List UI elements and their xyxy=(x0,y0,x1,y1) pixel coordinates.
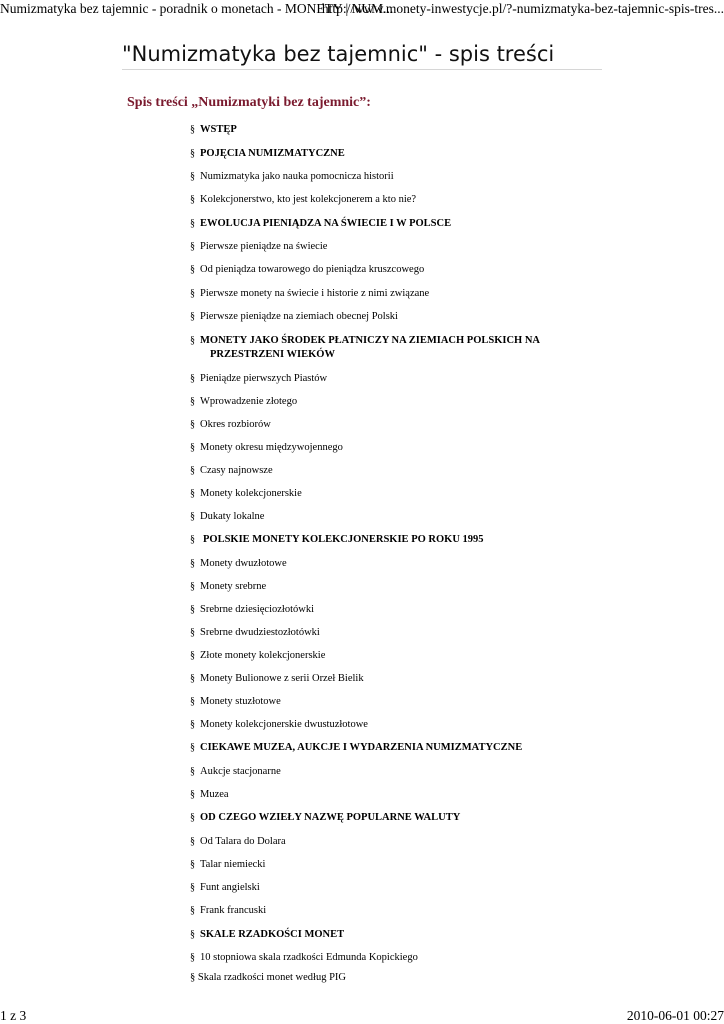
toc-item-label xyxy=(190,263,590,277)
toc-item-label-line: OD CZEGO WZIEŁY NAZWĘ POPULARNE WALUTY xyxy=(200,812,461,823)
section-bullet-icon: § xyxy=(190,311,195,322)
toc-item-label xyxy=(190,626,590,640)
toc-item[interactable] xyxy=(190,811,590,825)
section-bullet-icon: § xyxy=(190,696,195,707)
toc-item[interactable] xyxy=(190,310,590,324)
toc-item-label xyxy=(190,441,590,455)
toc-item-label-line: Srebrne dziesięciozłotówki xyxy=(200,604,315,615)
print-header-url: http://www.monety-inwestycje.pl/?-numizmatyka-bez-tajemnic-spis-tres... xyxy=(321,1,724,16)
toc-item-label-line: Złote monety kolekcjonerskie xyxy=(200,650,326,661)
section-bullet-icon: § xyxy=(190,558,195,569)
section-bullet-icon: § xyxy=(190,812,195,823)
toc-item-label-line: Pieniądze pierwszych Piastów xyxy=(200,373,328,384)
page-counter: 1 z 3 xyxy=(0,1008,27,1023)
toc-item[interactable] xyxy=(190,580,590,594)
toc-item-label-line: EWOLUCJA PIENIĄDZA NA ŚWIECIE I W POLSCE xyxy=(200,218,452,229)
toc-item-label xyxy=(190,395,590,409)
section-bullet-icon: § xyxy=(190,171,195,182)
toc-item-label-line: Talar niemiecki xyxy=(200,859,266,870)
toc-heading: Spis treści „Numizmatyki bez tajemnic”: xyxy=(127,95,371,110)
toc-item-label-line: Dukaty lokalne xyxy=(200,511,265,522)
toc-item[interactable] xyxy=(190,626,590,640)
toc-item-label-line: Monety dwuzłotowe xyxy=(200,558,287,569)
section-bullet-icon: § xyxy=(190,264,195,275)
toc-item-label-line: Od pieniądza towarowego do pieniądza kruszcowego xyxy=(200,264,425,275)
section-bullet-icon: § xyxy=(190,604,195,615)
toc-item-label-line: Monety Bulionowe z serii Orzeł Bielik xyxy=(200,673,364,684)
section-bullet-icon: § xyxy=(190,124,195,135)
toc-item-label-line: Monety stuzłotowe xyxy=(200,696,281,707)
print-timestamp: 2010-06-01 00:27 xyxy=(626,1008,724,1023)
toc-item-label-line: Od Talara do Dolara xyxy=(200,836,286,847)
toc-item-label xyxy=(190,858,590,872)
toc-item-label xyxy=(190,147,590,161)
section-bullet-icon: § xyxy=(190,673,195,684)
toc-item-label-line: CIEKAWE MUZEA, AUKCJE I WYDARZENIA NUMIZMATYCZNE xyxy=(200,742,523,753)
toc-item-label xyxy=(190,193,590,207)
title-divider xyxy=(122,69,602,70)
section-bullet-icon: § xyxy=(190,335,195,346)
toc-item-label xyxy=(190,170,590,184)
toc-item[interactable] xyxy=(190,951,590,965)
toc-item-label-line: Funt angielski xyxy=(200,882,260,893)
section-bullet-icon: § xyxy=(190,952,195,963)
toc-item-label xyxy=(190,672,590,686)
toc-item-clipped-label: § Skala rzadkości monet według PIG xyxy=(190,972,347,983)
toc-item-label-line: Monety kolekcjonerskie xyxy=(200,488,302,499)
toc-item[interactable] xyxy=(190,649,590,663)
toc-item-label xyxy=(190,487,590,501)
section-bullet-icon: § xyxy=(190,789,195,800)
toc-item-label-line: Monety srebrne xyxy=(200,581,267,592)
section-bullet-icon: § xyxy=(190,396,195,407)
toc-item-label-line: Okres rozbiorów xyxy=(200,419,271,430)
toc-item[interactable] xyxy=(190,765,590,779)
toc-item-label-line: 10 stopniowa skala rzadkości Edmunda Kopickiego xyxy=(200,952,418,963)
page-title: "Numizmatyka bez tajemnic" - spis treści xyxy=(122,42,555,66)
section-bullet-icon: § xyxy=(190,929,195,940)
toc-item-label-line: MONETY JAKO ŚRODEK PŁATNICZY NA ZIEMIACH POLSKICH NA xyxy=(200,335,541,346)
section-bullet-icon: § xyxy=(190,373,195,384)
toc-item[interactable] xyxy=(190,533,590,547)
toc-item[interactable] xyxy=(190,510,590,524)
print-header xyxy=(0,0,724,20)
toc-item-label xyxy=(190,741,590,755)
toc-item[interactable] xyxy=(190,904,590,918)
toc-item-label xyxy=(190,123,590,137)
toc-item[interactable] xyxy=(190,170,590,184)
print-header-title: Numizmatyka bez tajemnic - poradnik o monetach - MONETY | NUM... xyxy=(0,1,394,16)
toc-item-label xyxy=(190,928,590,942)
toc-item-label-line: Monety okresu międzywojennego xyxy=(200,442,343,453)
section-bullet-icon: § xyxy=(190,581,195,592)
toc-item-label-line: Kolekcjonerstwo, kto jest kolekcjonerem a kto nie? xyxy=(200,194,417,205)
toc-item-label xyxy=(190,334,590,362)
toc-item-label xyxy=(190,418,590,432)
section-bullet-icon: § xyxy=(190,148,195,159)
toc-item-label xyxy=(190,695,590,709)
toc-item-label-line: Pierwsze monety na świecie i historie z nimi związane xyxy=(200,288,430,299)
toc-item-label xyxy=(190,310,590,324)
toc-item-label xyxy=(190,240,590,254)
section-bullet-icon: § xyxy=(190,442,195,453)
toc-item-label xyxy=(190,217,590,231)
toc-item[interactable] xyxy=(190,928,590,942)
section-bullet-icon: § xyxy=(190,905,195,916)
section-bullet-icon: § xyxy=(190,882,195,893)
toc-item[interactable] xyxy=(190,372,590,386)
toc-item[interactable] xyxy=(190,858,590,872)
toc-item[interactable] xyxy=(190,217,590,231)
section-bullet-icon: § xyxy=(190,511,195,522)
section-bullet-icon: § xyxy=(190,419,195,430)
toc-item-label-line: Muzea xyxy=(200,789,229,800)
toc-item[interactable] xyxy=(190,441,590,455)
toc-item-label-line: POLSKIE MONETY KOLEKCJONERSKIE PO ROKU 1995 xyxy=(203,534,484,545)
section-bullet-icon: § xyxy=(190,719,195,730)
section-bullet-icon: § xyxy=(190,241,195,252)
toc-item[interactable] xyxy=(190,695,590,709)
toc-item[interactable] xyxy=(190,835,590,849)
toc-item-label-line: Czasy najnowsze xyxy=(200,465,273,476)
toc-item[interactable] xyxy=(190,287,590,301)
toc-item-label-line-2: PRZESTRZENI WIEKÓW xyxy=(210,349,335,360)
toc-item-label xyxy=(190,580,590,594)
toc-item-label xyxy=(190,718,590,732)
toc-item[interactable] xyxy=(190,147,590,161)
toc-item-label-line: Frank francuski xyxy=(200,905,267,916)
section-bullet-icon: § xyxy=(190,742,195,753)
toc-item-label xyxy=(190,533,590,547)
toc-item-label xyxy=(190,372,590,386)
toc-item[interactable] xyxy=(190,741,590,755)
toc-item-label-line: SKALE RZADKOŚCI MONET xyxy=(200,929,345,940)
section-bullet-icon: § xyxy=(190,534,195,545)
toc-item-label-line: Pierwsze pieniądze na ziemiach obecnej Polski xyxy=(200,311,398,322)
toc-item-label xyxy=(190,464,590,478)
section-bullet-icon: § xyxy=(190,218,195,229)
toc-item[interactable] xyxy=(190,123,590,137)
toc-item[interactable] xyxy=(190,487,590,501)
section-bullet-icon: § xyxy=(190,288,195,299)
toc-item[interactable] xyxy=(190,418,590,432)
toc-item-label xyxy=(190,904,590,918)
toc-item[interactable] xyxy=(190,263,590,277)
toc-item-label xyxy=(190,510,590,524)
toc-item[interactable] xyxy=(190,881,590,895)
toc-item[interactable] xyxy=(190,464,590,478)
toc-item-label xyxy=(190,649,590,663)
section-bullet-icon: § xyxy=(190,859,195,870)
section-bullet-icon: § xyxy=(190,836,195,847)
toc-item-label-line: Aukcje stacjonarne xyxy=(200,766,281,777)
section-bullet-icon: § xyxy=(190,488,195,499)
toc-item[interactable] xyxy=(190,334,590,362)
toc-item[interactable] xyxy=(190,788,590,802)
toc-item[interactable] xyxy=(190,395,590,409)
toc-item-label xyxy=(190,788,590,802)
toc-item[interactable] xyxy=(190,672,590,686)
section-bullet-icon: § xyxy=(190,194,195,205)
toc-item-label-line: Srebrne dwudziestozłotówki xyxy=(200,627,320,638)
section-bullet-icon: § xyxy=(190,627,195,638)
toc-item-label-line: POJĘCIA NUMIZMATYCZNE xyxy=(200,148,345,159)
toc-item-label-line: WSTĘP xyxy=(200,124,237,135)
toc-item-label-line: Monety kolekcjonerskie dwustuzłotowe xyxy=(200,719,368,730)
toc-item[interactable] xyxy=(190,557,590,571)
toc-item-label xyxy=(190,835,590,849)
toc-item[interactable] xyxy=(190,718,590,732)
print-footer xyxy=(0,1008,724,1024)
toc-item-label xyxy=(190,765,590,779)
toc-item[interactable] xyxy=(190,193,590,207)
toc-item-label xyxy=(190,811,590,825)
toc-item[interactable] xyxy=(190,240,590,254)
section-bullet-icon: § xyxy=(190,650,195,661)
section-bullet-icon: § xyxy=(190,465,195,476)
toc-item-label xyxy=(190,603,590,617)
toc-item-label xyxy=(190,951,590,965)
toc-item-label-line: Numizmatyka jako nauka pomocnicza historii xyxy=(200,171,394,182)
toc-item-label xyxy=(190,557,590,571)
section-bullet-icon: § xyxy=(190,766,195,777)
toc-item-label xyxy=(190,287,590,301)
toc-item-label-line: Wprowadzenie złotego xyxy=(200,396,298,407)
toc-item[interactable] xyxy=(190,603,590,617)
toc-item-clipped xyxy=(190,972,390,984)
toc-item-label xyxy=(190,881,590,895)
toc-item-label-line: Pierwsze pieniądze na świecie xyxy=(200,241,328,252)
